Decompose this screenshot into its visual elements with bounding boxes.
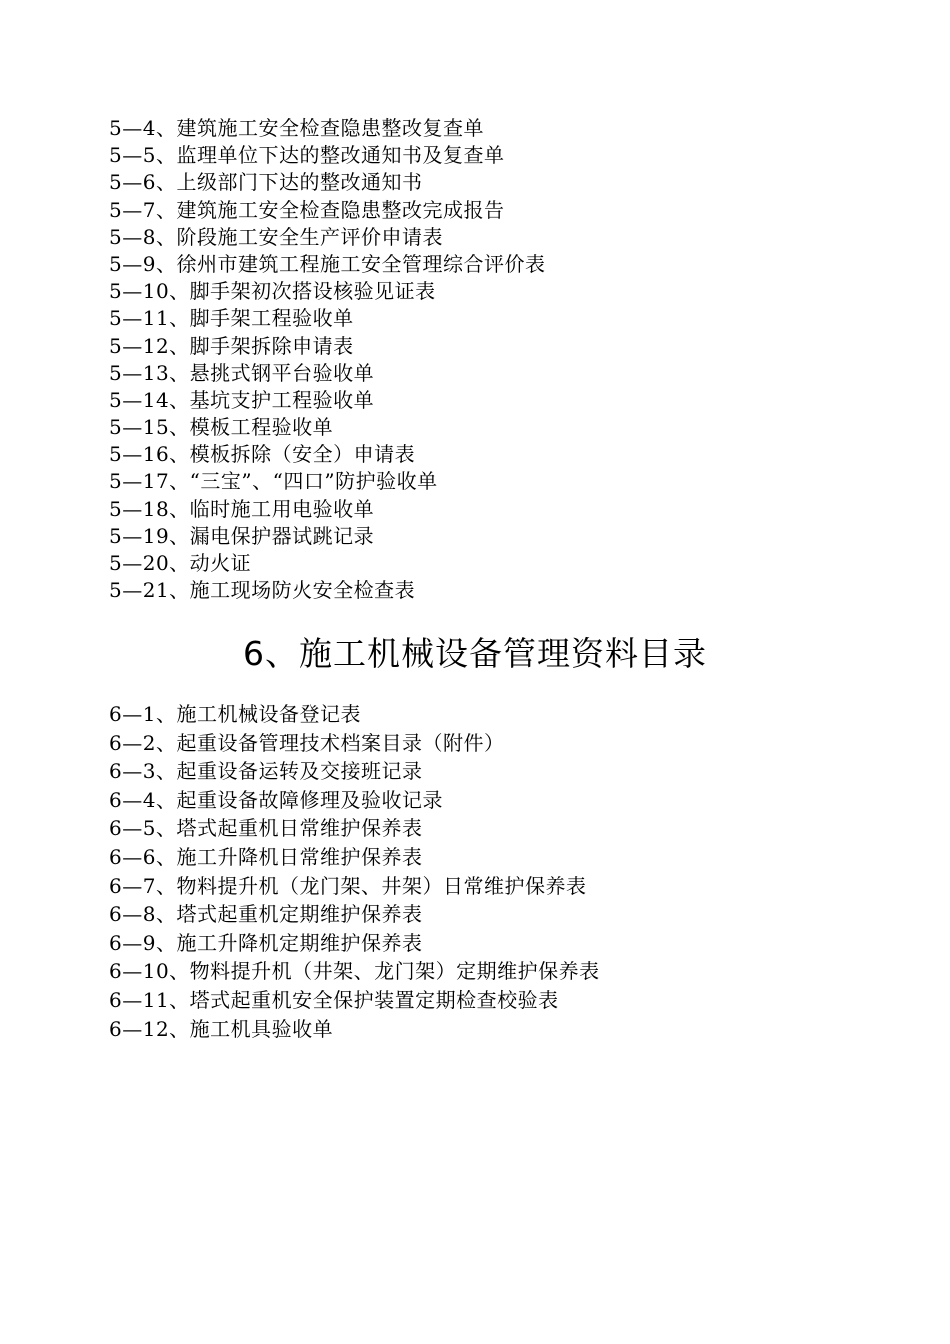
list-item: 5—10、脚手架初次搭设核验见证表 xyxy=(109,279,436,304)
list-item: 6—3、起重设备运转及交接班记录 xyxy=(109,759,423,784)
section-title: 6、施工机械设备管理资料目录 xyxy=(243,634,707,673)
list-item: 6—4、起重设备故障修理及验收记录 xyxy=(109,787,443,812)
list-item: 6—5、塔式起重机日常维护保养表 xyxy=(109,816,423,841)
list-item: 6—10、物料提升机（井架、龙门架）定期维护保养表 xyxy=(109,959,600,984)
list-item: 5—9、徐州市建筑工程施工安全管理综合评价表 xyxy=(109,251,546,276)
list-item: 6—12、施工机具验收单 xyxy=(109,1016,334,1041)
list-item: 5—15、模板工程验收单 xyxy=(109,415,334,440)
list-item: 5—7、建筑施工安全检查隐患整改完成报告 xyxy=(109,197,505,222)
list-item: 6—7、物料提升机（龙门架、井架）日常维护保养表 xyxy=(109,873,587,898)
list-item: 5—4、建筑施工安全检查隐患整改复查单 xyxy=(109,116,484,140)
list-item: 5—8、阶段施工安全生产评价申请表 xyxy=(109,224,443,249)
list-item: 5—16、模板拆除（安全）申请表 xyxy=(109,442,416,467)
list-item: 5—18、临时施工用电验收单 xyxy=(109,496,375,521)
list-item: 6—1、施工机械设备登记表 xyxy=(109,702,361,726)
list-item: 5—20、动火证 xyxy=(109,551,252,575)
list-item: 6—2、起重设备管理技术档案目录（附件） xyxy=(109,730,505,755)
list-item: 5—21、施工现场防火安全检查表 xyxy=(109,578,416,603)
list-item: 6—9、施工升降机定期维护保养表 xyxy=(109,930,423,955)
list-item: 6—8、塔式起重机定期维护保养表 xyxy=(109,902,423,927)
list-item: 5—6、上级部门下达的整改通知书 xyxy=(109,170,423,195)
section5-list xyxy=(109,115,545,604)
list-item: 5—14、基坑支护工程验收单 xyxy=(109,387,375,412)
list-item: 5—17、“三宝”、“四口”防护验收单 xyxy=(109,469,438,494)
list-item: 5—13、悬挑式钢平台验收单 xyxy=(109,360,375,385)
list-item: 5—12、脚手架拆除申请表 xyxy=(109,333,354,358)
list-item: 6—6、施工升降机日常维护保养表 xyxy=(109,844,423,869)
list-item: 5—19、漏电保护器试跳记录 xyxy=(109,523,375,548)
list-item: 5—11、脚手架工程验收单 xyxy=(109,306,354,331)
section6-list xyxy=(109,700,600,1043)
list-item: 5—5、监理单位下达的整改通知书及复查单 xyxy=(109,143,505,168)
list-item: 6—11、塔式起重机安全保护装置定期检查校验表 xyxy=(109,987,559,1012)
